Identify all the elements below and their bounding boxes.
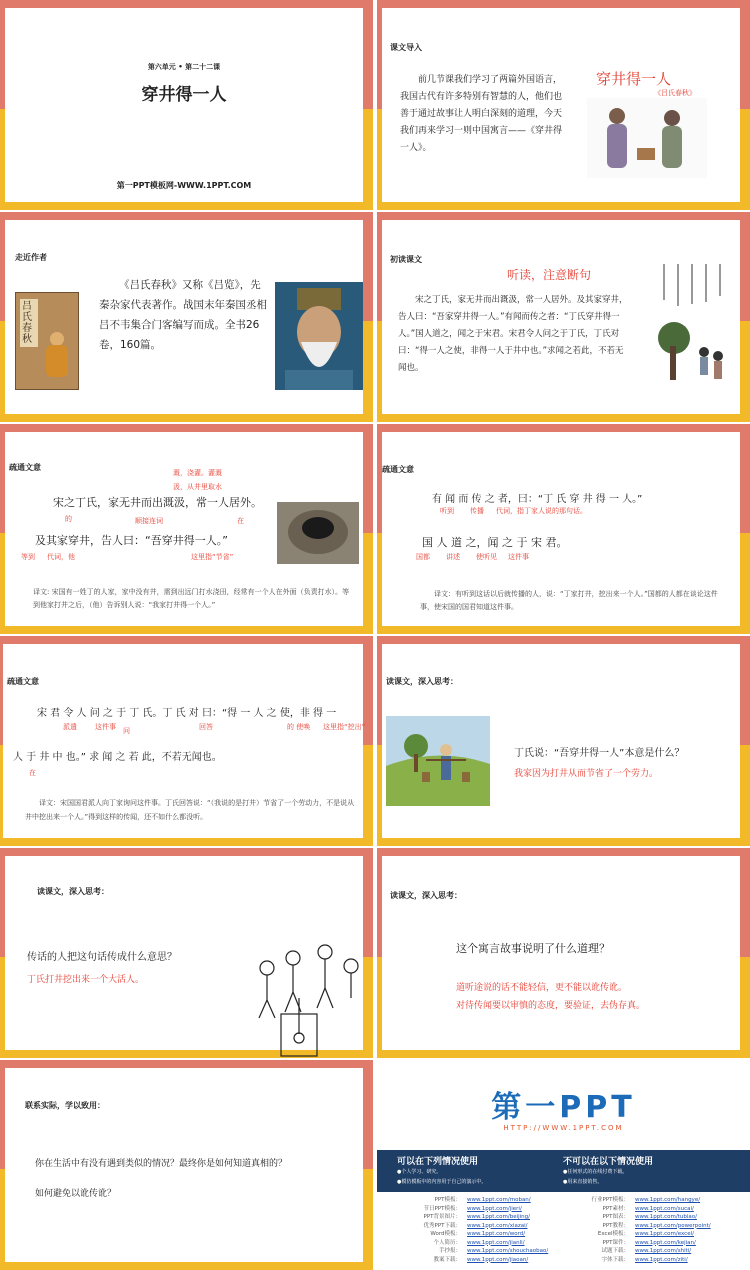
slide-header: 读课文，深入思考：	[386, 677, 458, 686]
text-line-1: 宋 君 令 人 问 之 于 丁 氏。丁 氏 对 曰：“得 一 人 之 使，非 得 一	[37, 708, 337, 719]
link-row	[567, 1205, 737, 1214]
well-photo-image	[277, 502, 359, 564]
note-de: 的	[65, 515, 72, 523]
link-row	[399, 1256, 569, 1265]
link-row	[399, 1205, 569, 1214]
slide-card	[382, 220, 740, 414]
note-connective: 顺接连词	[135, 517, 163, 525]
link-row	[399, 1230, 569, 1239]
link-row	[567, 1247, 737, 1256]
can-use-2: ●模仿模板中的内容用于自己的演示中。	[397, 1179, 487, 1185]
cannot-use-title: 不可以在以下情况使用	[563, 1157, 654, 1167]
slide-8-think[interactable]	[377, 636, 750, 846]
slide-card	[377, 1060, 750, 1270]
text-line-2: 人 于 井 中 也。” 求 闻 之 若 此，不若无闻也。	[13, 752, 222, 763]
reading-hint: 听读，注意断句	[507, 268, 592, 282]
note-huida: 回答	[199, 723, 213, 731]
slide-card	[5, 1068, 363, 1262]
link-url[interactable]: www.1ppt.com/jiaoan/	[467, 1256, 529, 1263]
links-list-left	[399, 1196, 569, 1264]
question-text: 这个寓言故事说明了什么道理？	[456, 942, 610, 955]
answer-line-2: 对待传闻要以审慎的态度，要验证，去伪存真。	[456, 1001, 646, 1011]
link-label: PPT教程：	[602, 1222, 629, 1229]
link-row	[399, 1196, 569, 1205]
note-shitingjian: 使听见	[476, 553, 497, 561]
note-paiqian: 派遣	[63, 723, 77, 731]
slide-card	[5, 8, 363, 202]
text-line-2: 国 人 道 之，闻 之 于 宋 君。	[422, 536, 568, 549]
slide-4-first-reading[interactable]	[377, 212, 750, 422]
book-title-text: 吕氏春秋	[20, 299, 38, 347]
cannot-use-1: ●任何形式的在线付费下载。	[563, 1169, 628, 1175]
link-url[interactable]: www.1ppt.com/jieri/	[467, 1205, 522, 1212]
link-row	[567, 1213, 737, 1222]
link-url[interactable]: www.1ppt.com/jianli/	[467, 1239, 525, 1246]
link-url[interactable]: www.1ppt.com/moban/	[467, 1197, 531, 1203]
author-portrait-image	[275, 282, 363, 390]
book-cover-image	[15, 292, 79, 390]
slide-header: 疏通文意	[9, 463, 41, 472]
link-url[interactable]: www.1ppt.com/sucai/	[635, 1205, 694, 1212]
slide-12-copyright[interactable]	[377, 1060, 750, 1270]
link-url[interactable]: www.1ppt.com/hangye/	[635, 1197, 701, 1203]
slide-5-explanation[interactable]	[0, 424, 373, 634]
link-label: 手抄报：	[438, 1248, 461, 1254]
slide-header: 疏通文意	[382, 465, 414, 474]
slide-card	[382, 644, 740, 838]
links-list-right	[567, 1196, 737, 1264]
slide-header: 联系实际，学以致用：	[25, 1101, 105, 1110]
slide-header: 走近作者	[15, 253, 47, 262]
link-row	[399, 1247, 569, 1256]
slide-header: 读课文，深入思考：	[37, 887, 109, 896]
slide-header: 疏通文意	[7, 677, 39, 686]
slide-header: 课文导入	[390, 43, 422, 52]
link-url[interactable]: www.1ppt.com/powerpoint/	[635, 1222, 711, 1229]
link-label: PPT背景图片：	[423, 1214, 461, 1220]
note-de-shihuan: 的 使唤	[287, 723, 311, 731]
link-url[interactable]: www.1ppt.com/xiazai/	[467, 1222, 528, 1229]
link-row	[567, 1196, 737, 1205]
slide-11-practice[interactable]	[0, 1060, 373, 1270]
note-tingdao: 听到	[440, 507, 454, 515]
answer-line-1: 道听途说的话不能轻信，更不能以讹传讹。	[456, 983, 628, 993]
note-chuanbo: 传播	[470, 507, 484, 515]
slide-7-explanation[interactable]	[0, 636, 373, 846]
link-label: PPT模板：	[434, 1197, 461, 1203]
note-dengdao: 等到	[21, 553, 35, 561]
slide-3-author[interactable]	[0, 212, 373, 422]
translation-text: 译文：有听到这话以后就传播的人，说：“丁家打井，挖出来一个人。”国都的人都在谈论这件事，使宋国的国君知道这件事。	[420, 590, 718, 611]
note-zhejianshi: 这件事	[95, 723, 116, 731]
question-text: 丁氏说：“吾穿井得一人”本意是什么？	[514, 748, 685, 759]
text-line-2: 及其家穿井，告人曰：“吾穿井得一人。”	[35, 534, 228, 547]
link-label: 优秀PPT下载：	[423, 1222, 461, 1229]
link-row	[567, 1256, 737, 1265]
picture-title: 穿井得一人	[596, 70, 672, 88]
people-around-well-cartoon	[247, 938, 365, 1058]
note-save: 这里指“节省”	[191, 553, 234, 561]
cannot-use-2: ●用来直接销售。	[563, 1179, 603, 1185]
note-wen: 问	[123, 727, 130, 735]
link-label: 试题下载：	[601, 1248, 629, 1254]
link-label: 节日PPT模板：	[423, 1205, 461, 1212]
brand-logo: 第一PPT	[491, 1090, 636, 1125]
link-row	[399, 1213, 569, 1222]
link-row	[399, 1222, 569, 1231]
note-zhejian: 这件事	[508, 553, 529, 561]
slide-2-intro[interactable]	[377, 0, 750, 210]
text-line-1: 有 闻 而 传 之 者，曰：“丁 氏 穿 井 得 一 人。”	[432, 494, 643, 505]
note-pronoun: 代词，指丁家人说的那句话。	[496, 507, 587, 515]
note-jiangshu: 讲述	[446, 553, 460, 561]
translation-text: 译文: 宋国有一姓丁的人家，家中没有井，需到出远门打水浇田，经常有一个人在外面（负责打水）。等到他家打井之后，（他）告诉别人说：“我家打井得一个人。”	[33, 588, 350, 609]
note-wachu: 这里指“挖出”	[323, 723, 366, 731]
question-text: 传话的人把这句话传成什么意思？	[27, 952, 177, 963]
link-url[interactable]: www.1ppt.com/shiti/	[635, 1248, 692, 1254]
farmer-carrying-water-image	[386, 716, 490, 806]
link-label: 教案下载：	[433, 1256, 461, 1263]
note-guodu: 国都	[416, 553, 430, 561]
link-label: PPT课件：	[602, 1239, 629, 1246]
note-zai: 在	[237, 517, 244, 525]
link-label: Excel模板：	[597, 1231, 629, 1237]
slide-card	[382, 856, 740, 1050]
link-url[interactable]: www.1ppt.com/kejian/	[635, 1239, 696, 1246]
unit-label: 第六单元 • 第二十二课	[147, 63, 221, 71]
slide-1-title[interactable]	[0, 0, 373, 210]
slide-card	[382, 432, 740, 626]
two-figures-illustration	[587, 98, 707, 178]
intro-paragraph: 前几节课我们学习了两篇外国语言，我国古代有许多特别有智慧的人，他们也善于通过故事让人明白深刻的道理，今天我们再来学习一则中国寓言——《穿井得一人》。	[400, 75, 563, 153]
can-use-1: ●个人学习、研究。	[397, 1169, 442, 1175]
link-url[interactable]: www.1ppt.com/ziti/	[635, 1256, 688, 1263]
brand-url[interactable]: HTTP://WWW.1PPT.COM	[503, 1124, 624, 1132]
note-pronoun: 代词，他	[47, 553, 75, 561]
text-paragraph: 宋之丁氏，家无井而出溉汲，常一人居外。及其家穿井，告人曰：“吾家穿井得一人。”有闻而传之者：“丁氏穿井得一人。”国人道之，闻之于宋君。宋君令人问之于丁氏，丁氏对曰：“得一人之使，非得一人于井中也。”求闻之若此，不若无闻也。	[398, 295, 628, 373]
picture-subtitle: 《吕氏春秋》	[654, 89, 696, 97]
link-label: PPT图表：	[602, 1214, 629, 1220]
link-label: Word模板：	[430, 1231, 461, 1237]
calligraphy-well-illustration	[634, 260, 734, 390]
answer-text: 我家因为打井从而节省了一个劳力。	[514, 769, 659, 779]
link-label: 字体下载：	[601, 1256, 629, 1263]
can-use-title: 可以在下列情况使用	[397, 1157, 479, 1167]
question-2: 如何避免以讹传讹？	[35, 1189, 117, 1199]
text-line-1: 宋之丁氏，家无井而出溉汲，常一人居外。	[53, 496, 262, 509]
answer-text: 丁氏打井挖出来一个大活人。	[27, 975, 145, 985]
slide-header: 初读课文	[390, 255, 422, 264]
author-paragraph: 《吕氏春秋》又称《吕览》，先秦杂家代表著作。战国末年秦国丞相吕不韦集合门客编写而成。全书26卷，160篇。	[99, 279, 267, 351]
link-row	[399, 1239, 569, 1248]
slide-6-explanation[interactable]	[377, 424, 750, 634]
link-url[interactable]: www.1ppt.com/shouchaobao/	[467, 1248, 549, 1254]
usage-panel	[377, 1150, 750, 1192]
slide-card	[3, 644, 366, 838]
note-zai: 在	[29, 769, 36, 777]
link-row	[567, 1239, 737, 1248]
link-url[interactable]: www.1ppt.com/excel/	[635, 1231, 694, 1237]
note-irrigate: 溉，浇灌。灌溉	[173, 469, 222, 477]
slide-9-think[interactable]	[0, 848, 373, 1058]
slide-header: 读课文，深入思考：	[390, 891, 462, 900]
slide-10-think[interactable]	[377, 848, 750, 1058]
link-row	[567, 1222, 737, 1231]
note-draw-water: 汲，从井里取水	[173, 483, 222, 491]
link-url[interactable]: www.1ppt.com/tubiao/	[635, 1214, 697, 1220]
link-row	[567, 1230, 737, 1239]
link-url[interactable]: www.1ppt.com/beijing/	[467, 1214, 531, 1220]
question-1: 你在生活中有没有遇到类似的情况？最终你是如何知道真相的？	[35, 1159, 288, 1169]
link-label: 个人简历：	[433, 1239, 461, 1246]
link-label: PPT素材：	[602, 1205, 629, 1212]
lesson-title: 穿井得一人	[141, 85, 227, 105]
site-footer: 第一PPT模板网-WWW.1PPT.COM	[116, 181, 252, 190]
slide-card	[5, 856, 363, 1050]
slide-card	[5, 220, 363, 414]
slide-card	[382, 8, 740, 202]
link-label: 行业PPT模板：	[591, 1197, 629, 1203]
link-url[interactable]: www.1ppt.com/word/	[467, 1231, 526, 1237]
translation-text: 译文：宋国国君派人向丁家询问这件事。丁氏回答说：“（我说的是打井）节省了一个劳动力，不是说从井中挖出来一个人。”得到这样的传闻，还不如什么都没听。	[25, 799, 355, 821]
slide-card	[5, 432, 363, 626]
